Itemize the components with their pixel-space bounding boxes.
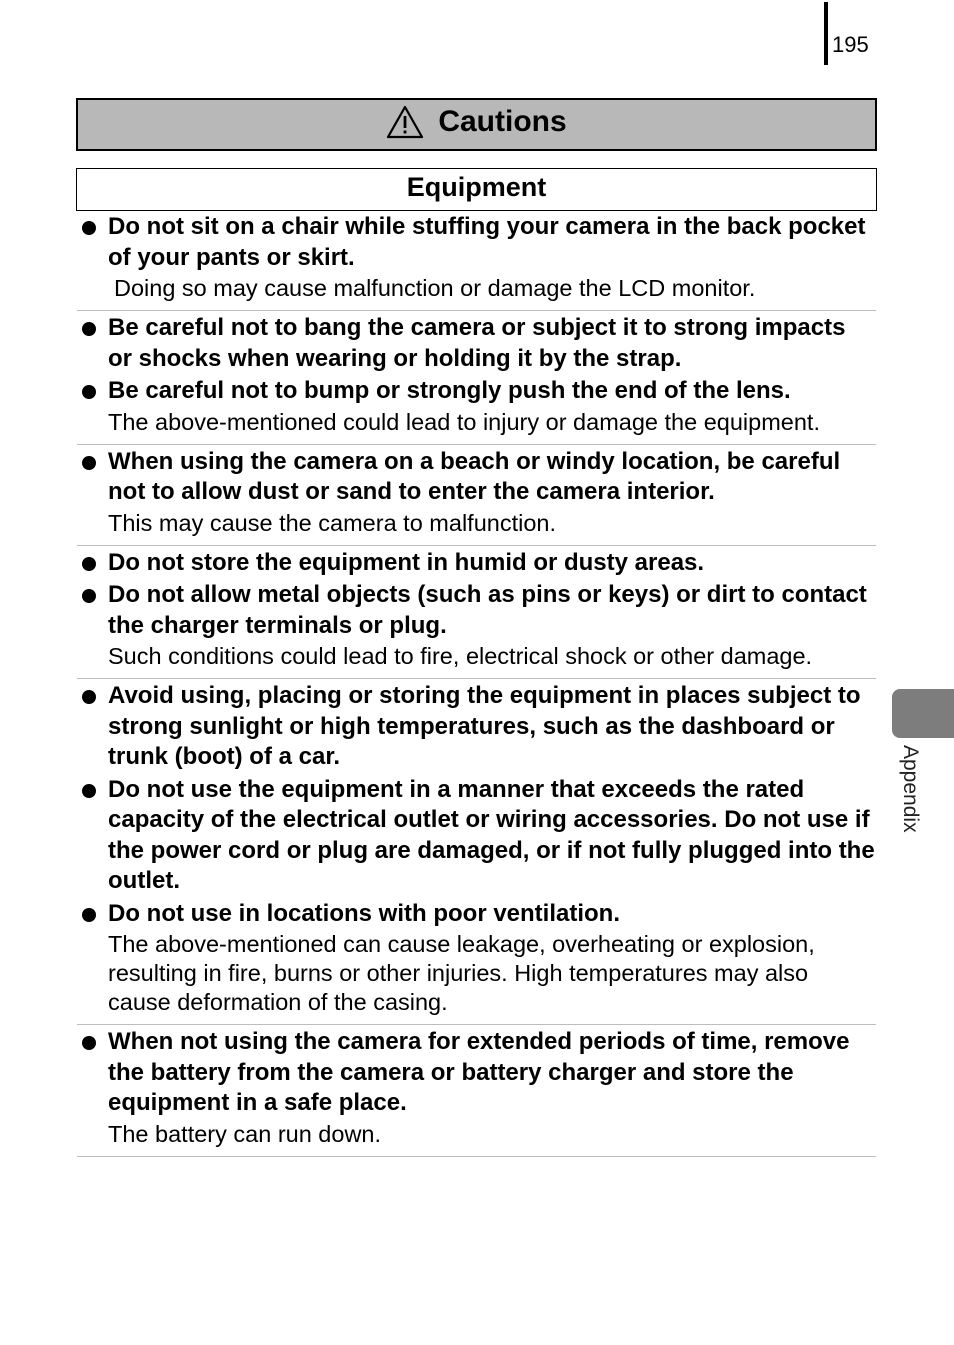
caution-section [77,679,876,1025]
equipment-subheader [76,168,877,211]
caution-section [77,211,876,311]
bullet-icon [82,589,96,603]
caution-item: Do not store the equipment in humid or dusty areas. [77,548,876,579]
caution-item: Do not use in locations with poor ventilation. [77,899,876,930]
bullet-icon [82,456,96,470]
caution-note: The above-mentioned could lead to injury or damage the equipment. [108,408,820,435]
bullet-icon [82,690,96,704]
caution-item: Avoid using, placing or storing the equipment in places subject to strong sunlight or high temperatures, such as the dashboard or trunk (boot) of a car. [77,681,876,773]
bullet-icon [82,322,96,336]
appendix-tab-marker [892,689,954,738]
cautions-list [77,211,876,1157]
caution-note: Doing so may cause malfunction or damage the LCD monitor. [114,275,756,301]
cautions-title: Cautions [438,104,567,138]
caution-item: Do not sit on a chair while stuffing your camera in the back pocket of your pants or skirt. [77,212,876,273]
caution-note: This may cause the camera to malfunction. [108,509,557,536]
warning-triangle-icon [386,105,424,139]
caution-item: When not using the camera for extended periods of time, remove the battery from the camera or battery charger and store the equipment in a safe place. [77,1027,876,1119]
bullet-icon [82,908,96,922]
cautions-header [76,98,877,151]
caution-section [77,445,876,546]
bullet-icon [82,784,96,798]
bullet-icon [82,221,96,235]
bullet-icon [82,1036,96,1050]
caution-note: The above-mentioned can cause leakage, overheating or explosion, resulting in fire, burns or other injuries. High temperatures may also cause deformation of the casing. [108,931,815,1015]
caution-section [77,1025,876,1157]
bullet-icon [82,385,96,399]
bullet-icon [82,557,96,571]
equipment-title: Equipment [406,171,547,202]
appendix-tab-label: Appendix [899,745,922,833]
caution-item: Be careful not to bang the camera or subject it to strong impacts or shocks when wearing or holding it by the strap. [77,313,876,374]
caution-section [77,311,876,445]
caution-item: Do not allow metal objects (such as pins or keys) or dirt to contact the charger terminals or plug. [77,580,876,641]
appendix-tab [898,745,928,855]
caution-item: Be careful not to bump or strongly push the end of the lens. [77,376,876,407]
caution-section [77,546,876,680]
page-edge-bar [824,2,828,65]
page-number: 195 [832,32,869,57]
caution-note: The battery can run down. [108,1120,382,1147]
caution-item: When using the camera on a beach or windy location, be careful not to allow dust or sand to enter the camera interior. [77,447,876,508]
caution-item: Do not use the equipment in a manner that exceeds the rated capacity of the electrical outlet or wiring accessories. Do not use if the power cord or plug are damaged, or if not fully plugged into the outlet. [77,775,876,897]
caution-note: Such conditions could lead to fire, electrical shock or other damage. [108,643,813,669]
